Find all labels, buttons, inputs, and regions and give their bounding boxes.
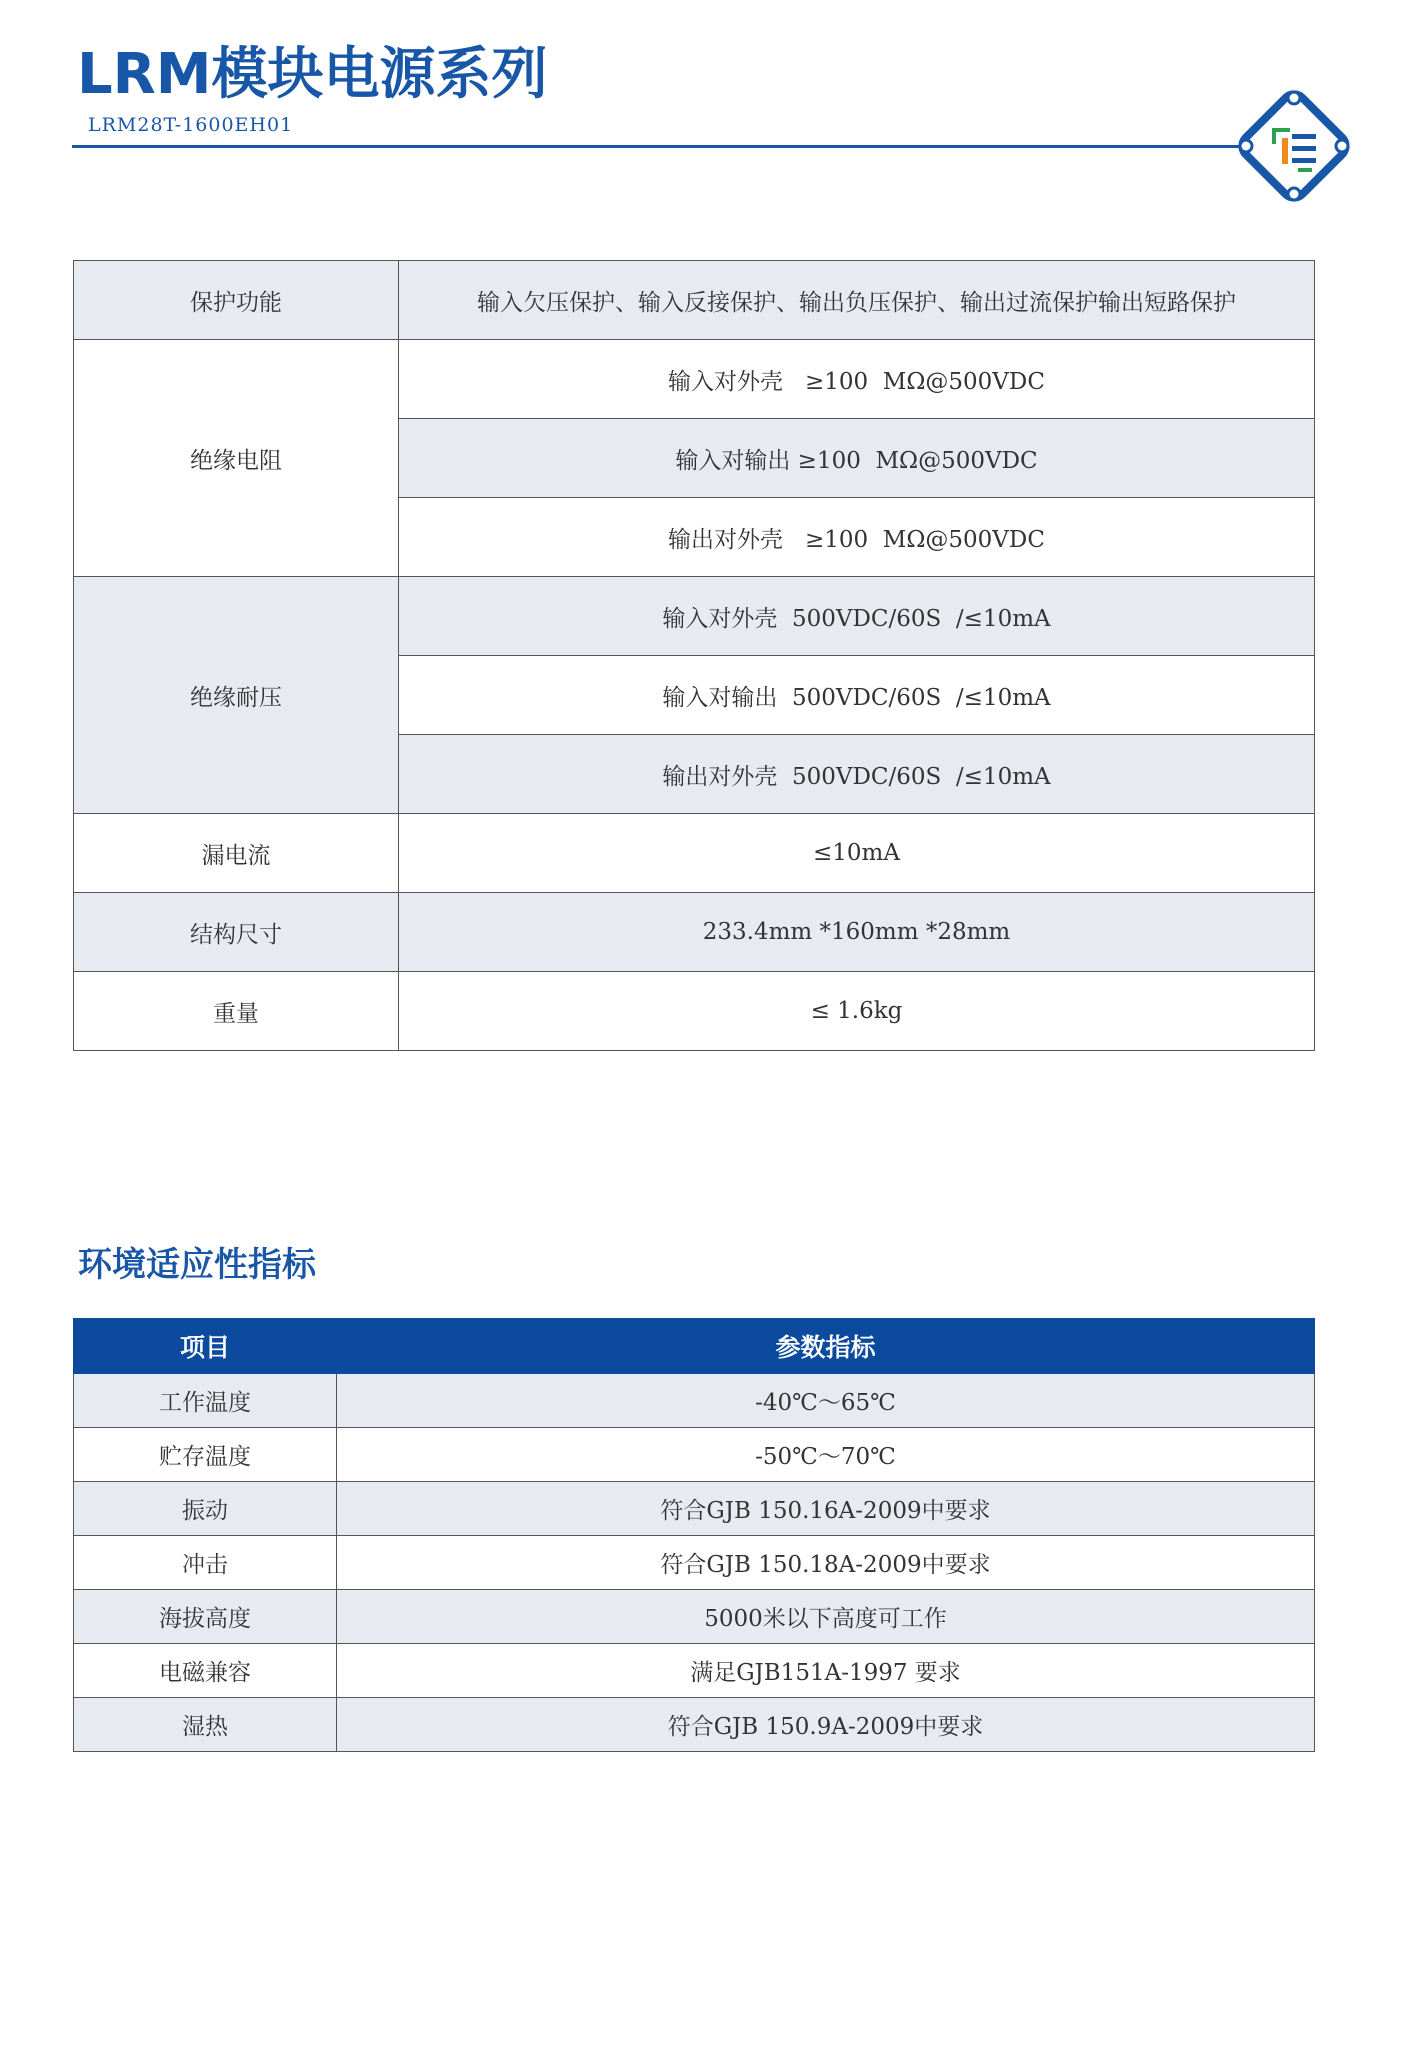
insulation-resistance-label: 绝缘电阻: [74, 340, 399, 577]
env-value: -50℃～70℃: [337, 1428, 1315, 1482]
table-row: [74, 1428, 1315, 1482]
table-row: [74, 1698, 1315, 1752]
table-header-row: [74, 1319, 1315, 1374]
insulation-voltage-value: 输入对输出 500VDC/60S /≤10mA: [399, 656, 1315, 735]
env-item: 振动: [74, 1482, 337, 1536]
table-row: [74, 1644, 1315, 1698]
insulation-voltage-value: 输出对外壳 500VDC/60S /≤10mA: [399, 735, 1315, 814]
header-divider: [72, 145, 1242, 148]
insulation-resistance-value: 输入对外壳 ≥100 MΩ@500VDC: [399, 340, 1315, 419]
env-value: -40℃～65℃: [337, 1374, 1315, 1428]
protection-label: 保护功能: [74, 261, 399, 340]
table-row: [74, 261, 1315, 340]
table-row: [74, 972, 1315, 1051]
insulation-resistance-value: 输出对外壳 ≥100 MΩ@500VDC: [399, 498, 1315, 577]
table-row: [74, 1536, 1315, 1590]
weight-value: ≤ 1.6kg: [399, 972, 1315, 1051]
column-header: 项目: [74, 1319, 337, 1374]
table-row: [74, 893, 1315, 972]
insulation-voltage-value: 输入对外壳 500VDC/60S /≤10mA: [399, 577, 1315, 656]
env-value: 符合GJB 150.18A-2009中要求: [337, 1536, 1315, 1590]
page-title: LRM模块电源系列: [77, 42, 548, 107]
leakage-value: ≤10mA: [399, 814, 1315, 893]
company-logo-icon: [1232, 84, 1356, 208]
env-item: 电磁兼容: [74, 1644, 337, 1698]
env-value: 5000米以下高度可工作: [337, 1590, 1315, 1644]
table-row: [74, 577, 1315, 656]
env-item: 冲击: [74, 1536, 337, 1590]
env-value: 符合GJB 150.16A-2009中要求: [337, 1482, 1315, 1536]
env-item: 湿热: [74, 1698, 337, 1752]
env-value: 符合GJB 150.9A-2009中要求: [337, 1698, 1315, 1752]
spec-table: [73, 260, 1315, 1051]
leakage-label: 漏电流: [74, 814, 399, 893]
env-item: 海拔高度: [74, 1590, 337, 1644]
table-row: [74, 340, 1315, 419]
table-row: [74, 1374, 1315, 1428]
env-item: 工作温度: [74, 1374, 337, 1428]
table-row: [74, 814, 1315, 893]
dimensions-value: 233.4mm *160mm *28mm: [399, 893, 1315, 972]
insulation-voltage-label: 绝缘耐压: [74, 577, 399, 814]
weight-label: 重量: [74, 972, 399, 1051]
dimensions-label: 结构尺寸: [74, 893, 399, 972]
env-item: 贮存温度: [74, 1428, 337, 1482]
env-table: [73, 1318, 1315, 1752]
model-number: LRM28T-1600EH01: [88, 114, 294, 136]
table-row: [74, 1590, 1315, 1644]
protection-value: 输入欠压保护、输入反接保护、输出负压保护、输出过流保护输出短路保护: [399, 261, 1315, 340]
env-value: 满足GJB151A-1997 要求: [337, 1644, 1315, 1698]
table-row: [74, 1482, 1315, 1536]
section-title: 环境适应性指标: [78, 1245, 316, 1285]
insulation-resistance-value: 输入对输出 ≥100 MΩ@500VDC: [399, 419, 1315, 498]
column-header: 参数指标: [337, 1319, 1315, 1374]
